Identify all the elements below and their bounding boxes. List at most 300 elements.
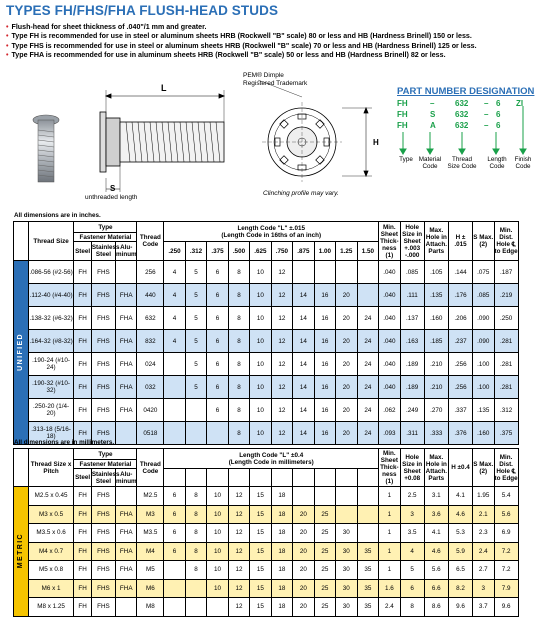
cell-length: 4: [164, 307, 185, 330]
header-length-empty: [293, 469, 314, 487]
cell-length: 8: [185, 487, 206, 506]
stud-side-view: [100, 90, 224, 192]
cell-thread-code: M3.5: [137, 524, 164, 543]
cell-aluminum: [116, 422, 137, 445]
cell-length: 16: [314, 376, 335, 399]
cell-length: 18: [271, 561, 292, 580]
cell-length: 8: [228, 261, 249, 284]
cell-length: 16: [314, 307, 335, 330]
header-length-empty: [250, 469, 271, 487]
header-length: .500: [228, 242, 249, 261]
feature-bullet: • Type FH is recommended for use in steel or aluminum sheets HRB (Rockwell "B" scale) 80 or less and HB (Hardness Brinell) 150 or less.: [6, 32, 472, 41]
cell-length: 25: [314, 598, 335, 617]
cell-h: .206: [448, 307, 472, 330]
cell-thread-size: .313-18 (5/16-18): [28, 422, 74, 445]
cell-max-hole: 3.6: [424, 505, 448, 524]
header-length-empty: [336, 469, 357, 487]
part-number-label: Material Code: [418, 156, 442, 170]
header-aluminum: Alu- minum: [116, 470, 137, 485]
cell-aluminum: [116, 487, 137, 506]
cell-aluminum: FHA: [116, 524, 137, 543]
cell-length: 8: [228, 353, 249, 376]
header-stainless: Stainless Steel: [91, 242, 115, 261]
cell-hole-size: .249: [400, 399, 424, 422]
cell-hole-size: .189: [400, 353, 424, 376]
cell-length: 20: [293, 505, 314, 524]
cell-stainless: FHS: [91, 284, 115, 307]
cell-min-sheet: 1: [379, 542, 400, 561]
stud-end-view: [258, 80, 372, 182]
cell-max-hole: .185: [424, 330, 448, 353]
cell-min-dist: 7.2: [494, 542, 518, 561]
cell-length: [336, 261, 357, 284]
part-number-segment: FH: [397, 121, 408, 130]
cell-length: 6: [164, 524, 185, 543]
cell-length: 10: [250, 422, 271, 445]
cell-length: 8: [185, 542, 206, 561]
cell-min-dist: .219: [494, 284, 518, 307]
cell-steel: FH: [74, 422, 91, 445]
header-length-code: Length Code "L" ±.015 (Length Code in 16ths of an inch): [164, 222, 379, 242]
header-blank: [14, 222, 29, 261]
feature-bullet: • Flush-head for sheet thickness of .040"/1 mm and greater.: [6, 23, 207, 31]
cell-length: 10: [250, 376, 271, 399]
cell-max-hole: 4.6: [424, 542, 448, 561]
cell-length: 18: [271, 487, 292, 506]
metric-note: All dimensions are in millimeters.: [14, 439, 115, 446]
header-aluminum: Alu- minum: [116, 242, 137, 261]
cell-max-hole: 6.6: [424, 579, 448, 598]
table-row: [14, 542, 543, 561]
cell-thread-code: M8: [137, 598, 164, 617]
cell-thread-code: 032: [137, 376, 164, 399]
cell-length: 10: [207, 561, 228, 580]
cell-length: [357, 261, 379, 284]
cell-s: .085: [473, 284, 494, 307]
header-hole-size: Hole Size in Sheet +0.08: [400, 449, 424, 487]
cell-min-sheet: .040: [379, 330, 400, 353]
header-steel: Steel: [74, 469, 91, 487]
cell-steel: FH: [74, 505, 91, 524]
header-length-empty: [228, 469, 249, 487]
cell-hole-size: 8: [400, 598, 424, 617]
metric-side-label: METRIC: [14, 487, 29, 617]
cell-min-dist: 5.6: [494, 505, 518, 524]
cell-length: 12: [271, 330, 292, 353]
clinching-note: Clinching profile may vary.: [263, 190, 339, 197]
cell-length: 12: [228, 579, 249, 598]
feature-bullet: • Type FHS is recommended for use in steel or aluminum sheets HRB (Rockwell "B" scale) 70 or less and HB (Hardness Brinell) 125 or less.: [6, 41, 477, 50]
cell-length: 6: [207, 353, 228, 376]
cell-aluminum: FHA: [116, 307, 137, 330]
cell-thread-code: 0420: [137, 399, 164, 422]
cell-length: 6: [207, 330, 228, 353]
cell-steel: FH: [74, 261, 91, 284]
unified-note: All dimensions are in inches.: [14, 212, 101, 219]
header-min-dist: Min. Dist. Hole ℄ to Edge: [494, 449, 518, 487]
unified-dimension-table: [13, 221, 543, 445]
part-number-label: Type: [399, 156, 413, 163]
header-length: 1.50: [357, 242, 379, 261]
cell-s: 1.95: [473, 487, 494, 506]
cell-length: 15: [250, 542, 271, 561]
header-max-hole: Max. Hole in Attach. Parts: [424, 449, 448, 487]
cell-length: 8: [228, 307, 249, 330]
part-number-segment: FH: [397, 110, 408, 119]
cell-length: [293, 261, 314, 284]
cell-length: 6: [207, 307, 228, 330]
cell-min-sheet: .093: [379, 422, 400, 445]
table-row: [14, 505, 543, 524]
cell-aluminum: FHA: [116, 399, 137, 422]
cell-h: .337: [448, 399, 472, 422]
cell-aluminum: FHA: [116, 561, 137, 580]
header-hole-size: Hole Size in Sheet +.003 -.000: [400, 222, 424, 261]
feature-list: [6, 23, 477, 60]
cell-length: 15: [250, 487, 271, 506]
cell-aluminum: FHA: [116, 330, 137, 353]
header-min-dist: Min. Dist. Hole ℄ to Edge: [494, 222, 518, 261]
cell-length: 14: [293, 353, 314, 376]
cell-min-dist: .187: [494, 261, 518, 284]
cell-aluminum: [116, 261, 137, 284]
cell-length: 16: [314, 330, 335, 353]
part-number-segment: 6: [496, 99, 501, 108]
table-row: [14, 561, 543, 580]
header-thread-code: Thread Code: [137, 449, 164, 487]
cell-length: 35: [357, 542, 379, 561]
cell-length: 12: [271, 307, 292, 330]
page-title: TYPES FH/FHS/FHA FLUSH-HEAD STUDS: [6, 3, 279, 18]
cell-h: 4.1: [448, 487, 472, 506]
cell-length: 4: [164, 330, 185, 353]
cell-thread-code: 024: [137, 353, 164, 376]
cell-length: 20: [336, 399, 357, 422]
cell-s: 3.7: [473, 598, 494, 617]
cell-thread-code: 632: [137, 307, 164, 330]
cell-thread-size: M3.5 x 0.6: [28, 524, 74, 543]
cell-s: 2.3: [473, 524, 494, 543]
cell-thread-size: .112-40 (#4-40): [28, 284, 74, 307]
cell-max-hole: .333: [424, 422, 448, 445]
cell-hole-size: .311: [400, 422, 424, 445]
header-length: 1.00: [314, 242, 335, 261]
cell-length: 30: [336, 598, 357, 617]
cell-length: 8: [185, 524, 206, 543]
cell-stainless: FHS: [91, 487, 115, 506]
cell-length: 12: [271, 284, 292, 307]
cell-thread-code: 832: [137, 330, 164, 353]
cell-length: 18: [271, 598, 292, 617]
header-length: .312: [185, 242, 206, 261]
cell-thread-code: 440: [137, 284, 164, 307]
cell-length: 14: [293, 330, 314, 353]
cell-hole-size: .163: [400, 330, 424, 353]
cell-steel: FH: [74, 376, 91, 399]
cell-length: 35: [357, 561, 379, 580]
cell-length: [164, 598, 185, 617]
cell-length: [185, 598, 206, 617]
cell-hole-size: 4: [400, 542, 424, 561]
header-fastener-material: Fastener Material: [74, 233, 137, 242]
table-row: [14, 487, 543, 506]
cell-min-sheet: .040: [379, 353, 400, 376]
header-length: .875: [293, 242, 314, 261]
cell-length: 16: [314, 353, 335, 376]
cell-thread-size: .138-32 (#6-32): [28, 307, 74, 330]
header-thread-size: Thread Size: [28, 222, 74, 261]
cell-s: .135: [473, 399, 494, 422]
cell-length: 20: [293, 524, 314, 543]
header-length: .625: [250, 242, 271, 261]
cell-length: 5: [185, 330, 206, 353]
cell-thread-size: M5 x 0.8: [28, 561, 74, 580]
cell-length: 24: [357, 307, 379, 330]
part-number-segment: –: [484, 99, 489, 108]
cell-stainless: FHS: [91, 561, 115, 580]
table-row: [14, 399, 543, 422]
cell-min-dist: .250: [494, 307, 518, 330]
cell-length: 24: [357, 353, 379, 376]
cell-length: 15: [250, 579, 271, 598]
cell-h: 9.6: [448, 598, 472, 617]
cell-thread-code: M5: [137, 561, 164, 580]
cell-length: 10: [250, 307, 271, 330]
cell-length: 10: [250, 399, 271, 422]
cell-length: 10: [250, 330, 271, 353]
cell-length: 4: [164, 284, 185, 307]
cell-steel: FH: [74, 353, 91, 376]
cell-thread-code: 0518: [137, 422, 164, 445]
cell-steel: FH: [74, 542, 91, 561]
cell-hole-size: .137: [400, 307, 424, 330]
part-number-label: Thread Size Code: [447, 156, 477, 170]
header-length-empty: [164, 469, 185, 487]
cell-length: 30: [336, 542, 357, 561]
cell-stainless: FHS: [91, 598, 115, 617]
cell-max-hole: 8.6: [424, 598, 448, 617]
cell-length: 14: [293, 307, 314, 330]
cell-min-sheet: .040: [379, 376, 400, 399]
header-s: S Max. (2): [473, 449, 494, 487]
cell-length: 20: [293, 598, 314, 617]
cell-steel: FH: [74, 598, 91, 617]
part-number-title: PART NUMBER DESIGNATION: [397, 86, 535, 97]
cell-length: [164, 399, 185, 422]
cell-length: [357, 505, 379, 524]
cell-length: [185, 422, 206, 445]
cell-steel: FH: [74, 579, 91, 598]
part-number-label: Length Code: [487, 156, 507, 170]
cell-min-dist: .281: [494, 376, 518, 399]
cell-length: 12: [228, 598, 249, 617]
cell-length: 18: [271, 505, 292, 524]
cell-steel: FH: [74, 399, 91, 422]
cell-length: 16: [314, 399, 335, 422]
table-row: [14, 261, 543, 284]
header-h: H ±0.4: [448, 449, 472, 487]
cell-length: 20: [336, 307, 357, 330]
cell-steel: FH: [74, 487, 91, 506]
cell-stainless: FHS: [91, 399, 115, 422]
cell-length: [357, 524, 379, 543]
cell-aluminum: FHA: [116, 376, 137, 399]
header-s: S Max. (2): [473, 222, 494, 261]
cell-stainless: FHS: [91, 307, 115, 330]
cell-length: 35: [357, 598, 379, 617]
stud-photo: [33, 115, 59, 182]
header-min-sheet: Min. Sheet Thick- ness (1): [380, 450, 399, 485]
cell-length: 6: [164, 542, 185, 561]
cell-length: 18: [271, 542, 292, 561]
cell-thread-code: M3: [137, 505, 164, 524]
cell-hole-size: .085: [400, 261, 424, 284]
cell-length: 8: [228, 399, 249, 422]
cell-h: .176: [448, 284, 472, 307]
cell-length: 10: [207, 579, 228, 598]
cell-stainless: FHS: [91, 542, 115, 561]
cell-length: 8: [228, 284, 249, 307]
cell-length: 8: [185, 561, 206, 580]
cell-length: 5: [185, 284, 206, 307]
header-length-code: Length Code "L" ±0.4 (Length Code in millimeters): [164, 449, 379, 469]
cell-min-dist: .312: [494, 399, 518, 422]
cell-min-sheet: 1.6: [379, 579, 400, 598]
header-length-empty: [357, 469, 379, 487]
cell-length: 8: [185, 505, 206, 524]
cell-length: 10: [207, 505, 228, 524]
table-row: [14, 353, 543, 376]
cell-length: 6: [207, 376, 228, 399]
cell-max-hole: 4.1: [424, 524, 448, 543]
part-number-label: Finish Code: [514, 156, 532, 170]
part-number-segment: 632: [455, 121, 469, 130]
cell-s: .075: [473, 261, 494, 284]
cell-length: [164, 561, 185, 580]
cell-length: 12: [228, 524, 249, 543]
cell-length: [314, 487, 335, 506]
cell-length: 14: [293, 376, 314, 399]
cell-min-dist: 9.6: [494, 598, 518, 617]
cell-h: 8.2: [448, 579, 472, 598]
cell-h: 6.5: [448, 561, 472, 580]
cell-aluminum: FHA: [116, 353, 137, 376]
metric-dimension-table: [13, 448, 543, 617]
cell-thread-size: M3 x 0.5: [28, 505, 74, 524]
cell-length: [336, 487, 357, 506]
cell-stainless: FHS: [91, 579, 115, 598]
part-number-segment: –: [484, 110, 489, 119]
part-number-segment: 6: [496, 121, 501, 130]
cell-max-hole: .270: [424, 399, 448, 422]
cell-thread-size: .086-56 (#2-56): [28, 261, 74, 284]
cell-aluminum: FHA: [116, 579, 137, 598]
part-number-segment: ZI: [516, 99, 524, 108]
unthreaded-length-label: unthreaded length: [85, 194, 138, 201]
cell-length: 6: [207, 284, 228, 307]
cell-length: 18: [271, 579, 292, 598]
cell-min-dist: .281: [494, 353, 518, 376]
table-row: [14, 524, 543, 543]
cell-thread-size: M2.5 x 0.45: [28, 487, 74, 506]
cell-hole-size: .111: [400, 284, 424, 307]
cell-thread-size: M4 x 0.7: [28, 542, 74, 561]
table-row: [14, 307, 543, 330]
cell-h: 4.6: [448, 505, 472, 524]
cell-length: 20: [336, 284, 357, 307]
cell-h: 5.9: [448, 542, 472, 561]
part-number-segment: –: [430, 99, 435, 108]
header-h: H ± .015: [448, 222, 472, 261]
cell-length: 30: [336, 579, 357, 598]
header-thread-size: Thread Size x Pitch: [28, 449, 74, 487]
cell-stainless: FHS: [91, 422, 115, 445]
header-thread-code: Thread Code: [137, 222, 164, 261]
cell-length: 10: [250, 353, 271, 376]
cell-length: 5: [185, 376, 206, 399]
part-number-segment: 6: [496, 110, 501, 119]
cell-thread-code: M6: [137, 579, 164, 598]
cell-length: 20: [293, 561, 314, 580]
part-number-segment: A: [430, 121, 436, 130]
cell-stainless: FHS: [91, 524, 115, 543]
label-s: S: [110, 184, 116, 193]
cell-max-hole: 5.6: [424, 561, 448, 580]
cell-length: [293, 487, 314, 506]
cell-thread-size: M8 x 1.25: [28, 598, 74, 617]
cell-length: 6: [207, 261, 228, 284]
cell-min-dist: 6.9: [494, 524, 518, 543]
cell-length: 20: [336, 422, 357, 445]
cell-length: 10: [207, 487, 228, 506]
cell-length: 5: [185, 307, 206, 330]
table-row: [14, 376, 543, 399]
cell-length: 10: [207, 542, 228, 561]
cell-min-dist: 5.4: [494, 487, 518, 506]
cell-s: 2.4: [473, 542, 494, 561]
cell-length: 20: [293, 579, 314, 598]
header-length: .750: [271, 242, 292, 261]
cell-length: [207, 422, 228, 445]
part-number-segment: 632: [455, 110, 469, 119]
cell-min-sheet: .040: [379, 307, 400, 330]
part-number-segment: FH: [397, 99, 408, 108]
cell-hole-size: 6: [400, 579, 424, 598]
header-min-sheet: Min. Sheet Thick- ness (1): [380, 223, 399, 259]
cell-length: 15: [250, 561, 271, 580]
cell-max-hole: .160: [424, 307, 448, 330]
cell-min-sheet: 2.4: [379, 598, 400, 617]
cell-s: .100: [473, 353, 494, 376]
cell-length: 5: [185, 261, 206, 284]
cell-length: 12: [271, 353, 292, 376]
cell-length: [357, 284, 379, 307]
header-type: Type: [74, 449, 137, 460]
cell-length: 24: [357, 422, 379, 445]
header-length: 1.25: [336, 242, 357, 261]
cell-hole-size: .189: [400, 376, 424, 399]
cell-length: 8: [228, 422, 249, 445]
cell-length: 12: [228, 561, 249, 580]
cell-h: .376: [448, 422, 472, 445]
header-length-empty: [207, 469, 228, 487]
cell-length: [185, 399, 206, 422]
cell-length: 12: [271, 261, 292, 284]
cell-length: 6: [164, 487, 185, 506]
cell-h: 5.3: [448, 524, 472, 543]
cell-max-hole: .105: [424, 261, 448, 284]
cell-length: 24: [357, 330, 379, 353]
